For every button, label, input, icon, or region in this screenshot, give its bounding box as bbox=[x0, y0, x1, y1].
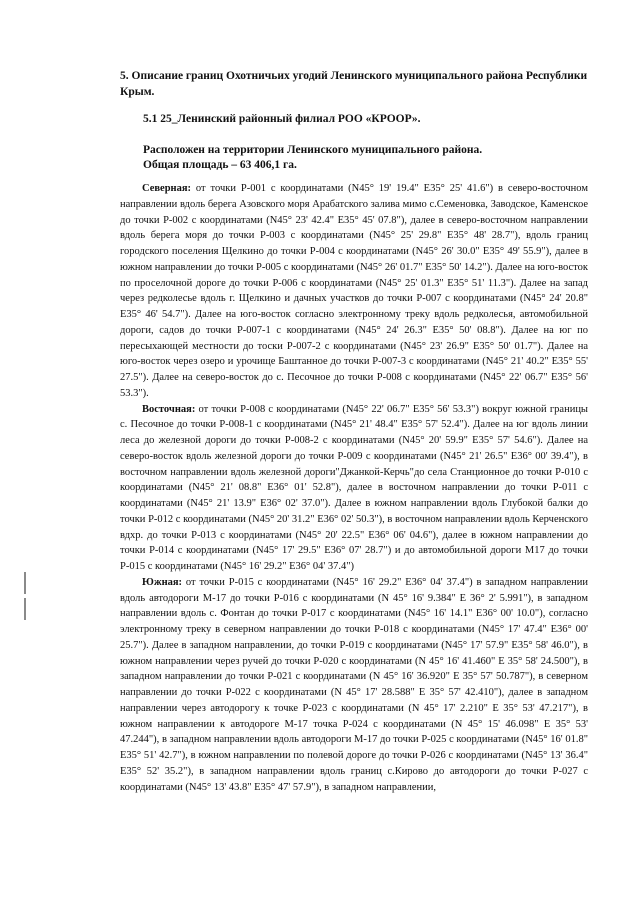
total-area-text: Общая площадь – 63 406,1 га. bbox=[143, 159, 297, 171]
section-title: 5. Описание границ Охотничьих угодий Ленинского муниципального района Республики Крым. bbox=[120, 70, 588, 98]
margin-mark bbox=[24, 572, 26, 594]
east-boundary-label: Восточная: bbox=[142, 403, 196, 415]
south-boundary-paragraph bbox=[120, 575, 588, 796]
east-boundary-text: от точки Р-008 с координатами (N45° 22' 06.7" E35° 56' 53.3") вокруг южной границы с. Песочное до точки Р-008-1 с координатами (N45° 21' 48.4" E35° 57' 52.4"). Далее на юг вдоль линии леса до железной дороги до точки Р-008-2 с координатами (N45° 20' 59.9" E35° 57' 54.6"). Далее на северо-восток вдоль железной дороги до точки Р-009 с координатами (N45° 21' 26.5" E36° 00' 39.4"), в восточном направлении вдоль железной дороги"Джанкой-Керчь"до села Станционное до точки Р-010 с координатами (N45° 21' 08.8" E36° 01' 52.8"), далее в восточном направлении до точки Р-011 с координатами (N45° 21' 13.9" E36° 02' 37.0"). Далее в южном направлении вдоль Глубокой балки до точки Р-012 с координатами (N45° 20' 31.2" E36° 02' 50.3"), в восточном направлении вдоль Керченского вдхр. до точки Р-013 с координатами (N45° 20' 22.5" E36° 06' 04.6"), далее в южном направлении до точки Р-014 с координатами (N45° 17' 29.5" E36° 07' 28.7") и до автомобильной дороги М17 до точки Р-015 с координатами (N45° 16' 29.2" E36° 04' 37.4") bbox=[120, 403, 588, 572]
south-boundary-text: от точки Р-015 с координатами (N45° 16' 29.2" E36° 04' 37.4") в западном направлении вдоль автодороги М-17 до точки Р-016 с координатами (N 45° 16' 9.384" E 36° 2' 5.991"), в западном направлении вдоль с. Фонтан до точки Р-017 с координатами (N45° 16' 14.1" E36° 00' 10.0"), согласно электронному треку в северном направлении до точки Р-018 с координатами (N45° 17' 47.4" E36° 00' 25.7"). Далее в западном направлении, до точки Р-019 с координатами (N45° 17' 57.9" E35° 58' 46.0"), в южном направлении через ручей до точки Р-020 с координатами (N 45° 16' 41.460" E 35° 58' 24.500"), в западном направлении до точки Р-021 с координатами (N 45° 16' 36.920" E 35° 57' 50.787"), в северном направлении до точки Р-022 с координатами (N 45° 17' 28.588" E 35° 57' 42.410"), далее в западном направлении через автодорогу к точке Р-023 с координатами (N 45° 17' 2.210" E 35° 53' 47.217"), в южном направлении к автодороге М-17 точка Р-024 с координатами (N 45° 15' 46.098" E 35° 53' 47.244"), в западном направлении вдоль автодороги М-17 до точки Р-025 с координатами (N45° 16' 01.8" E35° 51' 42.7"), в южном направлении по полевой дороге до точки Р-026 с координатами (N45° 13' 36.4" E35° 52' 35.2"), в западном направлении вдоль границ с.Кирово до автодороги до точки Р-027 с координатами (N45° 13' 43.8" E35° 47' 57.9"), в западном направлении, bbox=[120, 576, 588, 793]
subsection-title: 5.1 25_Ленинский районный филиал РОО «КРООР». bbox=[143, 113, 421, 125]
east-boundary-paragraph bbox=[120, 402, 588, 575]
location-text: Расположен на территории Ленинского муниципального района. bbox=[143, 144, 483, 156]
north-boundary-text: от точки Р-001 с координатами (N45° 19' 19.4" E35° 25' 41.6") в северо-восточном направлении вдоль берега Азовского моря Арабатского залива мимо с.Семеновка, Заводское, Каменское до точки Р-002 с координатами (N45° 23' 42.4" E35° 45' 07.8"), далее в северо-восточном направлении вдоль берега моря до точки Р-003 с координатами (N45° 25' 29.8" E35° 48' 28.7"), вдоль границ городского поселения Щелкино до точки Р-004 с координатами (N45° 26' 30.0" E35° 49' 55.9"), далее в южном направлении до точки Р-005 с координатами (N45° 26' 01.7" E35° 50' 14.2"). Далее на юго-восток по проселочной дороге до точки Р-006 с координатами (N45° 25' 01.3" E35° 51' 11.3"). Далее на запад через редколесье вдоль г. Щелкино и дачных участков до точки Р-007 с координатами (N45° 24' 20.8" E35° 46' 54.7"). Далее на юго-восток согласно электронному треку вдоль редколесья, автомобильной дороги, садов до точки Р-007-1 с координатами (N45° 24' 26.3" E35° 50' 08.8"). Далее на юг по пересыхающей местности до тоски Р-007-2 с координатами (N45° 23' 26.9" E35° 50' 01.7"). Далее на юго-восток через озеро и урочище Баштанное до точки Р-007-3 с координатами (N45° 21' 40.2" E35° 55' 27.5"). Далее на северо-восток до с. Песочное до точки Р-008 с координатами (N45° 22' 06.7" E35° 56' 53.3"). bbox=[120, 183, 588, 399]
south-boundary-label: Южная: bbox=[142, 576, 183, 588]
location-block bbox=[143, 143, 583, 173]
boundary-description bbox=[120, 181, 588, 795]
north-boundary-label: Северная: bbox=[142, 183, 192, 194]
margin-mark bbox=[24, 598, 26, 620]
north-boundary-paragraph bbox=[120, 181, 588, 402]
